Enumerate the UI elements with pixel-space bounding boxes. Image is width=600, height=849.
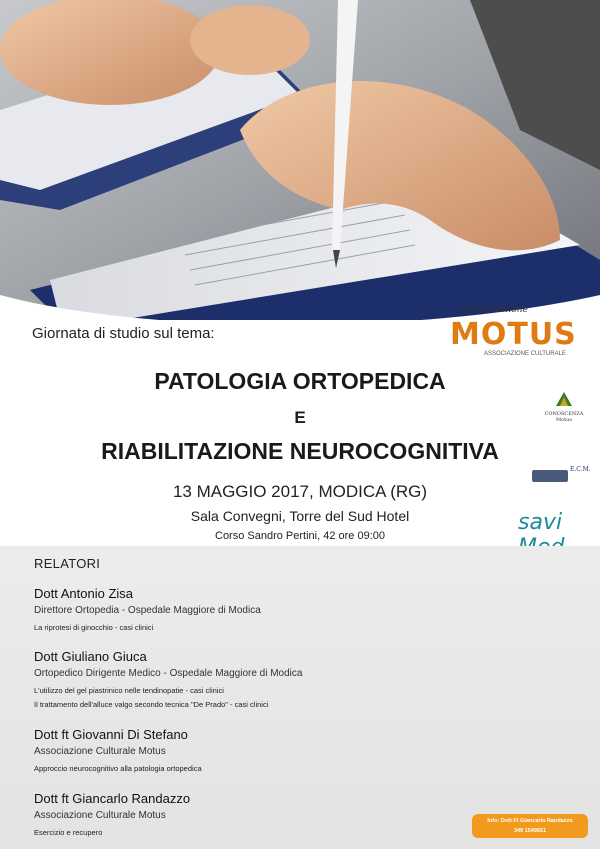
speaker-item [34,649,302,711]
relatori-heading: RELATORI [34,556,101,571]
title-line-1: PATOLOGIA ORTOPEDICA [154,368,446,394]
conoscenza-text: CONOSCENZA Motus [544,411,584,423]
conoscenza-logo [542,392,586,422]
speaker-role: Ortopedico Dirigente Medico - Ospedale Maggiore di Modica [34,668,303,679]
info-line-1: Info: Dott Ft Giancarlo Randazzo [487,818,573,824]
savimed-logo [518,510,596,544]
speaker-topic: Il trattamento dell'alluce valgo secondo tecnica "De Prado" - casi clinici [34,700,269,709]
motus-tagline: In-Formazione [462,305,528,315]
speaker-name: Dott ft Giovanni Di Stefano [34,727,188,742]
event-date: 13 MAGGIO 2017, MODICA (RG) [172,482,428,501]
title-conjunction: E [294,408,306,427]
people-icon [532,470,568,482]
speaker-role: Associazione Culturale Motus [34,746,166,757]
speaker-topic: La riprotesi di ginocchio - casi clinici [34,623,154,632]
info-contact-box [472,814,588,838]
triangle-icon [556,392,572,406]
intro-text: Giornata di studio sul tema: [32,325,215,342]
speaker-topic: Esercizio e recupero [34,828,103,837]
motus-logo [444,305,584,363]
speaker-topic: Approccio neurocognitivo alla patologia ortopedica [34,764,202,773]
speaker-name: Dott ft Giancarlo Randazzo [34,791,191,806]
title-line-2: RIABILITAZIONE NEUROCOGNITIVA [101,438,499,464]
event-address: Corso Sandro Pertini, 42 ore 09:00 [215,530,385,542]
speaker-item [34,727,202,775]
ecm-logo [532,464,592,484]
relatori-panel [0,546,600,849]
motus-wordmark: MOTUS [450,317,577,352]
speaker-name: Dott Antonio Zisa [34,586,133,601]
speaker-item [34,791,190,839]
event-venue: Sala Convegni, Torre del Sud Hotel [190,508,410,524]
speaker-item [34,586,261,634]
ecm-text: E.C.M. [570,466,591,473]
speaker-name: Dott Giuliano Giuca [34,649,147,664]
motus-subtitle: ASSOCIAZIONE CULTURALE [484,351,566,357]
info-line-2: 349 1549651 [513,828,547,834]
speaker-topic: L'utilizzo del gel piastrinico nelle tendinopatie - casi clinici [34,686,224,695]
savimed-text: savi [518,510,563,535]
speaker-role: Direttore Ortopedia - Ospedale Maggiore di Modica [34,605,261,616]
speaker-role: Associazione Culturale Motus [34,810,166,821]
